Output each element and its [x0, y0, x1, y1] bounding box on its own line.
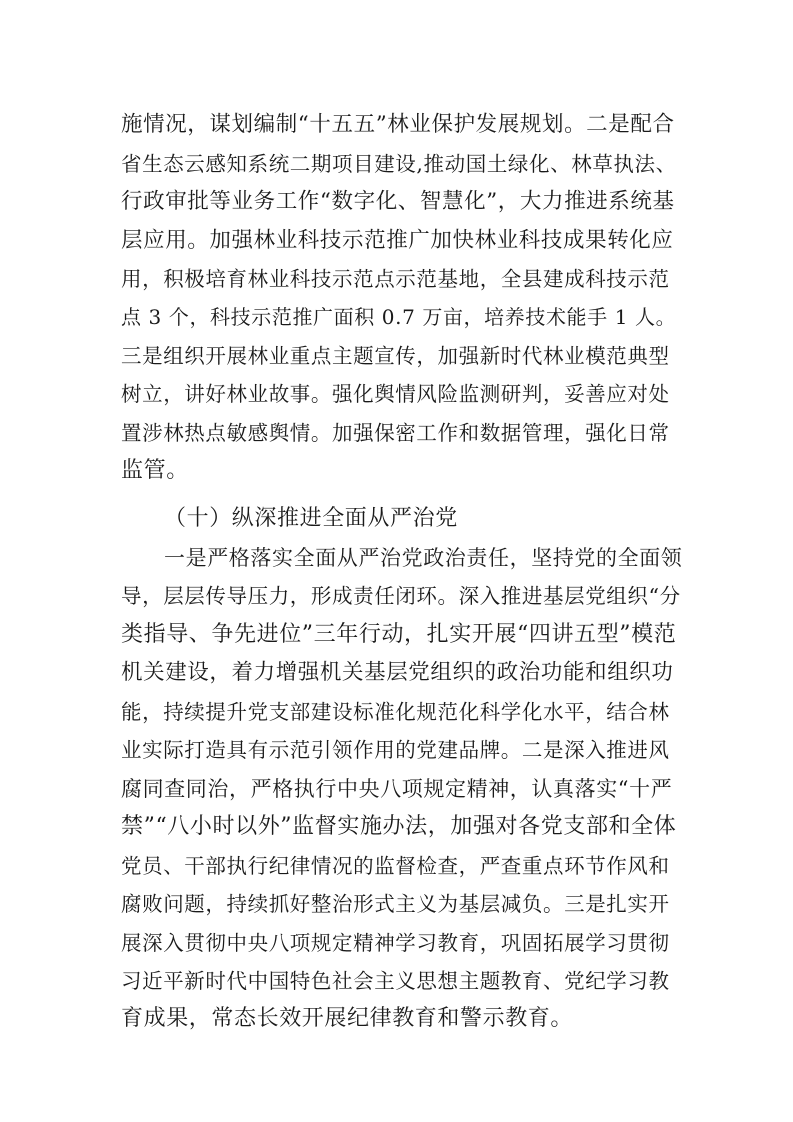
text-line: 置涉林热点敏感舆情。加强保密工作和数据管理，强化日常 — [121, 421, 670, 445]
text-line: 一是严格落实全面从严治党政治责任，坚持党的全面领 — [164, 546, 682, 570]
text-line: 能，持续提升党支部建设标准化规范化科学化水平，结合林 — [121, 700, 670, 724]
text-line: 省生态云感知系统二期项目建设,推动国土绿化、林草执法、 — [121, 152, 677, 176]
text-line: 层应用。加强林业科技示范推广加快林业科技成果转化应 — [121, 228, 674, 253]
text-line: 类指导、争先进位”三年行动，扎实开展“四讲五型”模范 — [121, 622, 677, 647]
text-line: 施情况，谋划编制“十五五”林业保护发展规划。二是配合 — [121, 112, 675, 137]
text-line: 展深入贯彻中央八项规定精神学习教育，巩固拓展学习贯彻 — [121, 931, 670, 955]
text-line: 用，积极培育林业科技示范点示范基地，全县建成科技示范 — [121, 267, 670, 291]
text-line: 党员、干部执行纪律情况的监督检查，严查重点环节作风和 — [121, 854, 670, 878]
text-line: 树立，讲好林业故事。强化舆情风险监测研判，妥善应对处 — [121, 382, 670, 406]
text-line: 监管。 — [121, 458, 189, 483]
text-line: 育成果，常态长效开展纪律教育和警示教育。 — [121, 1006, 574, 1031]
text-line: 三是组织开展林业重点主题宣传，加强新时代林业模范典型 — [121, 344, 670, 368]
text-line: 业实际打造具有示范引领作用的党建品牌。二是深入推进风 — [121, 738, 670, 762]
text-line: 腐同查同治，严格执行中央八项规定精神，认真落实“十严 — [121, 777, 673, 801]
text-line: 习近平新时代中国特色社会主义思想主题教育、党纪学习教 — [121, 969, 670, 993]
text-line: 行政审批等业务工作“数字化、智慧化”，大力推进系统基 — [121, 189, 675, 214]
text-line: 机关建设，着力增强机关基层党组织的政治功能和组织功 — [121, 660, 674, 685]
text-line: 腐败问题，持续抓好整治形式主义为基层减负。三是扎实开 — [121, 892, 670, 916]
text-line: 导，层层传导压力，形成责任闭环。深入推进基层党组织“分 — [121, 584, 681, 608]
text-line: 点 3 个，科技示范推广面积 0.7 万亩，培养技术能手 1 人。 — [121, 305, 677, 329]
section-heading: （十）纵深推进全面从严治党 — [164, 506, 458, 531]
text-line: 禁”“八小时以外”监督实施办法，加强对各党支部和全体 — [121, 814, 677, 839]
